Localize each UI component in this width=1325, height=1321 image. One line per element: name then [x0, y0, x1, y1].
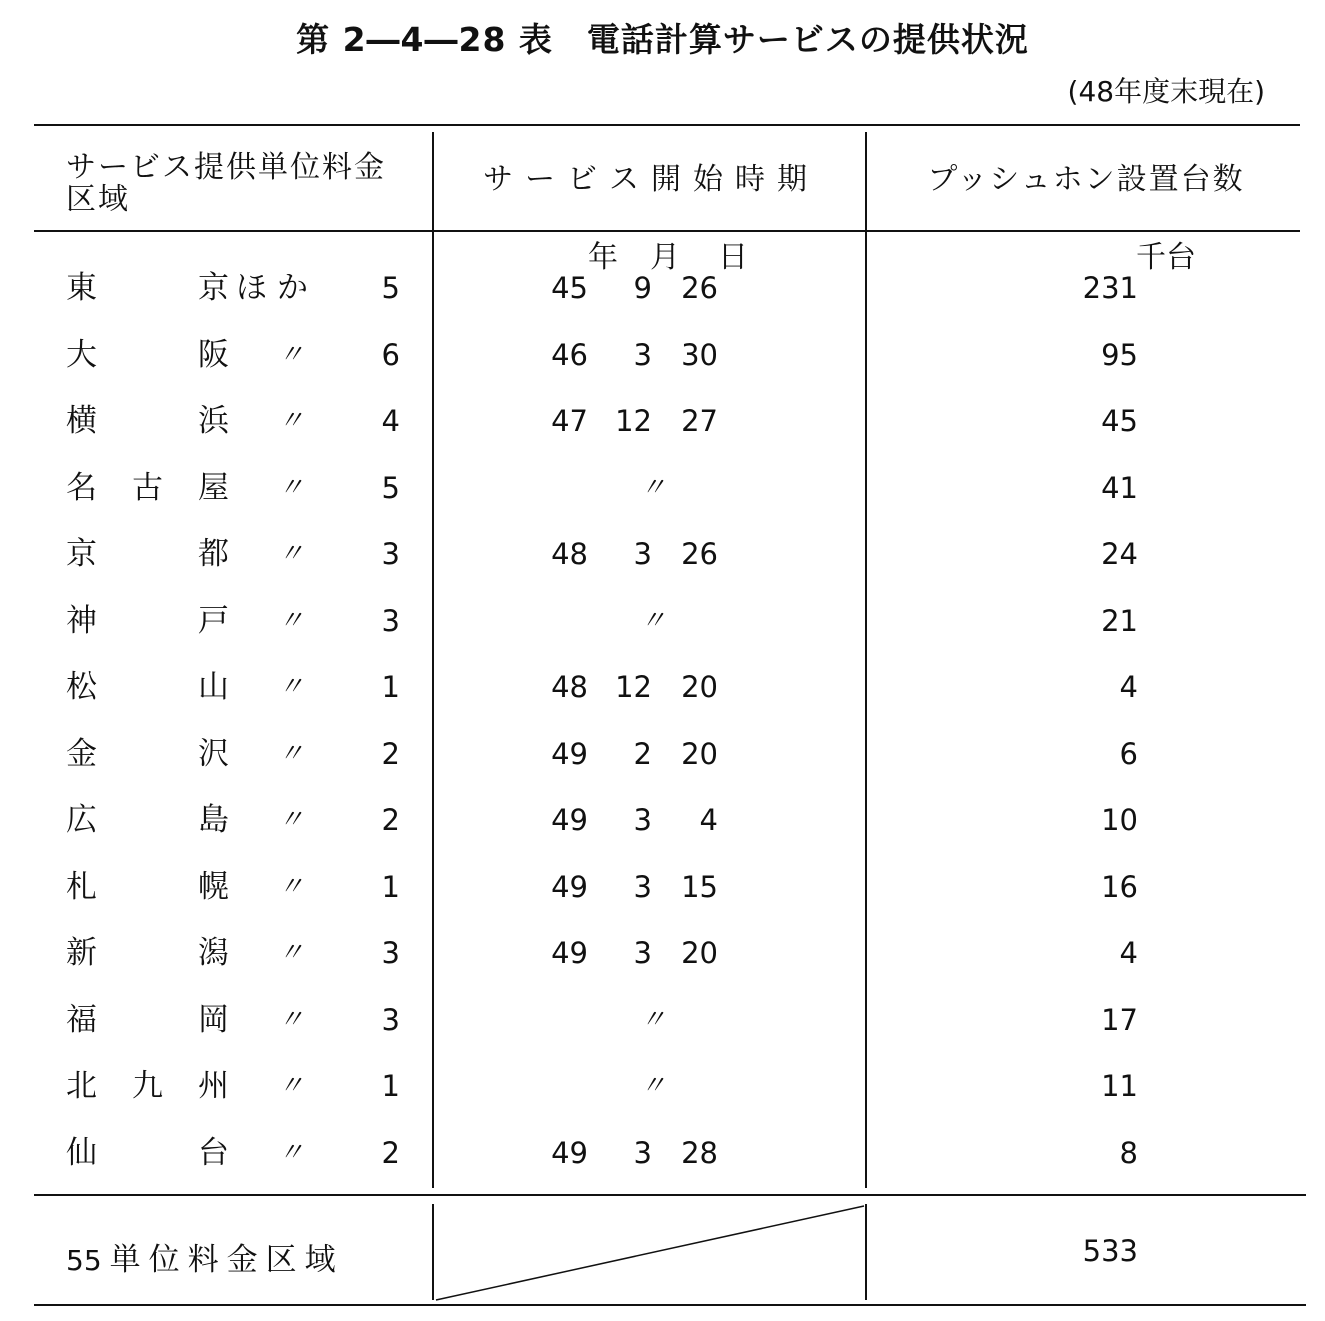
region-ditto-mark: 〃: [278, 738, 305, 769]
phone-count: 16: [1101, 869, 1138, 904]
area-count: 1: [381, 670, 400, 704]
table-row: [0, 1133, 1325, 1173]
start-month: 12: [615, 404, 652, 438]
start-year: 49: [551, 1135, 588, 1170]
table-row: [0, 1000, 1325, 1040]
region-ditto-mark: 〃: [278, 539, 305, 569]
start-day: 30: [681, 337, 718, 372]
city-char-3: 台: [198, 1134, 229, 1171]
phone-count: 95: [1101, 337, 1138, 372]
start-day: 27: [681, 404, 718, 438]
city-char-3: 戸: [198, 602, 229, 639]
region-ditto-mark: 〃: [278, 672, 305, 702]
start-day: 26: [681, 271, 718, 305]
city-char-1: 神: [66, 602, 97, 639]
region-ditto-mark: 〃: [278, 938, 305, 968]
phone-count: 21: [1101, 603, 1138, 638]
region-ditto-mark: 〃: [278, 1137, 305, 1168]
start-day: 15: [681, 869, 718, 904]
start-month: 3: [633, 936, 652, 970]
table-row: [0, 601, 1325, 641]
table-row: [0, 800, 1325, 840]
region-ditto-mark: 〃: [278, 805, 305, 835]
city-char-3: 屋: [198, 469, 229, 506]
start-year: 49: [551, 869, 588, 904]
city-char-1: 金: [66, 735, 97, 772]
table-row: [0, 867, 1325, 907]
phone-count: 8: [1119, 1135, 1138, 1170]
city-char-1: 大: [66, 336, 97, 373]
total-phones: 533: [1082, 1234, 1138, 1268]
city-char-3: 山: [198, 669, 229, 705]
city-char-1: 京: [66, 536, 97, 572]
area-count: 5: [381, 470, 400, 505]
phone-count: 4: [1119, 936, 1138, 970]
phone-count: 4: [1119, 670, 1138, 704]
phone-count: 17: [1101, 1002, 1138, 1037]
start-day: 20: [681, 670, 718, 704]
phone-count: 6: [1119, 736, 1138, 771]
city-char-3: 沢: [198, 735, 229, 772]
header-region: サービス提供単位料金区域: [66, 150, 386, 217]
city-char-3: 浜: [198, 403, 229, 439]
start-month: 2: [633, 736, 652, 771]
start-month: 3: [633, 869, 652, 904]
start-day: 20: [681, 736, 718, 771]
unit-day: 日: [718, 240, 748, 275]
start-year: 49: [551, 736, 588, 771]
start-year: 49: [551, 936, 588, 970]
city-char-1: 新: [66, 935, 97, 971]
table-title: 第 2―4―28 表 電話計算サービスの提供状況: [296, 20, 1029, 59]
city-char-3: 岡: [198, 1001, 229, 1038]
table-row: [0, 667, 1325, 707]
start-year: 46: [551, 337, 588, 372]
area-count: 3: [381, 1002, 400, 1037]
start-day: 20: [681, 936, 718, 970]
area-count: 2: [381, 736, 400, 771]
start-ditto-mark: 〃: [640, 1004, 667, 1035]
start-month: 12: [615, 670, 652, 704]
city-char-3: 潟: [198, 935, 229, 971]
total-label-text: 単位料金区域: [109, 1242, 344, 1278]
area-count: 4: [381, 404, 400, 438]
start-year: 49: [551, 803, 588, 837]
table-row: [0, 468, 1325, 508]
table-row: [0, 401, 1325, 441]
start-month: 3: [633, 803, 652, 837]
start-month: 9: [633, 271, 652, 305]
area-count: 5: [381, 271, 400, 305]
area-count: 2: [381, 1135, 400, 1170]
start-month: 3: [633, 1135, 652, 1170]
city-char-3: 都: [198, 536, 229, 572]
start-month: 3: [633, 337, 652, 372]
city-char-3: 京: [198, 270, 229, 306]
start-month: 3: [633, 537, 652, 571]
start-day: 4: [699, 803, 718, 837]
region-ditto-mark: 〃: [278, 339, 305, 370]
region-ditto-mark: 〃: [278, 406, 305, 436]
city-char-1: 広: [66, 802, 97, 838]
table-row: [0, 933, 1325, 973]
city-char-3: 島: [198, 802, 229, 838]
area-count: 3: [381, 936, 400, 970]
table-row: [0, 1066, 1325, 1106]
table-row: [0, 268, 1325, 308]
area-count: 1: [381, 1069, 400, 1103]
total-label: [66, 1234, 344, 1279]
start-ditto-mark: 〃: [640, 1071, 667, 1101]
city-char-1: 横: [66, 403, 97, 439]
city-char-3: 阪: [198, 336, 229, 373]
unit-year: 年: [588, 240, 618, 275]
total-count: 55: [66, 1244, 102, 1277]
city-suffix: ほか: [236, 270, 318, 306]
city-char-3: 幌: [198, 868, 229, 905]
city-char-2: 九: [132, 1068, 163, 1104]
region-ditto-mark: 〃: [278, 605, 305, 636]
unit-month: 月: [650, 240, 680, 275]
phone-count: 231: [1082, 271, 1138, 305]
start-day: 28: [681, 1135, 718, 1170]
header-start: サービス開始時期: [483, 162, 819, 197]
phone-count: 45: [1101, 404, 1138, 438]
area-count: 6: [381, 337, 400, 372]
start-ditto-mark: 〃: [640, 472, 667, 503]
area-count: 3: [381, 537, 400, 571]
as-of-note: (48年度末現在): [1067, 75, 1265, 108]
table-row: [0, 734, 1325, 774]
header-phones: プッシュホン設置台数: [927, 162, 1245, 197]
area-count: 3: [381, 603, 400, 638]
start-ditto-mark: 〃: [640, 605, 667, 636]
region-ditto-mark: 〃: [278, 1071, 305, 1101]
region-ditto-mark: 〃: [278, 472, 305, 503]
city-char-1: 松: [66, 669, 97, 705]
phone-count: 10: [1101, 803, 1138, 837]
phone-count: 24: [1101, 537, 1138, 571]
city-char-1: 札: [66, 868, 97, 905]
start-year: 48: [551, 670, 588, 704]
area-count: 1: [381, 869, 400, 904]
phone-count: 11: [1101, 1069, 1138, 1103]
unit-phones: 千台: [1136, 240, 1196, 275]
phone-count: 41: [1101, 470, 1138, 505]
city-char-1: 福: [66, 1001, 97, 1038]
city-char-1: 北: [66, 1068, 97, 1104]
start-year: 47: [551, 404, 588, 438]
region-ditto-mark: 〃: [278, 1004, 305, 1035]
start-day: 26: [681, 537, 718, 571]
area-count: 2: [381, 803, 400, 837]
table-row: [0, 534, 1325, 574]
region-ditto-mark: 〃: [278, 871, 305, 902]
city-char-3: 州: [198, 1068, 229, 1104]
city-char-2: 古: [132, 469, 163, 506]
start-year: 48: [551, 537, 588, 571]
city-char-1: 名: [66, 469, 97, 506]
city-char-1: 東: [66, 270, 97, 306]
city-char-1: 仙: [66, 1134, 97, 1171]
table-row: [0, 335, 1325, 375]
start-year: 45: [551, 271, 588, 305]
